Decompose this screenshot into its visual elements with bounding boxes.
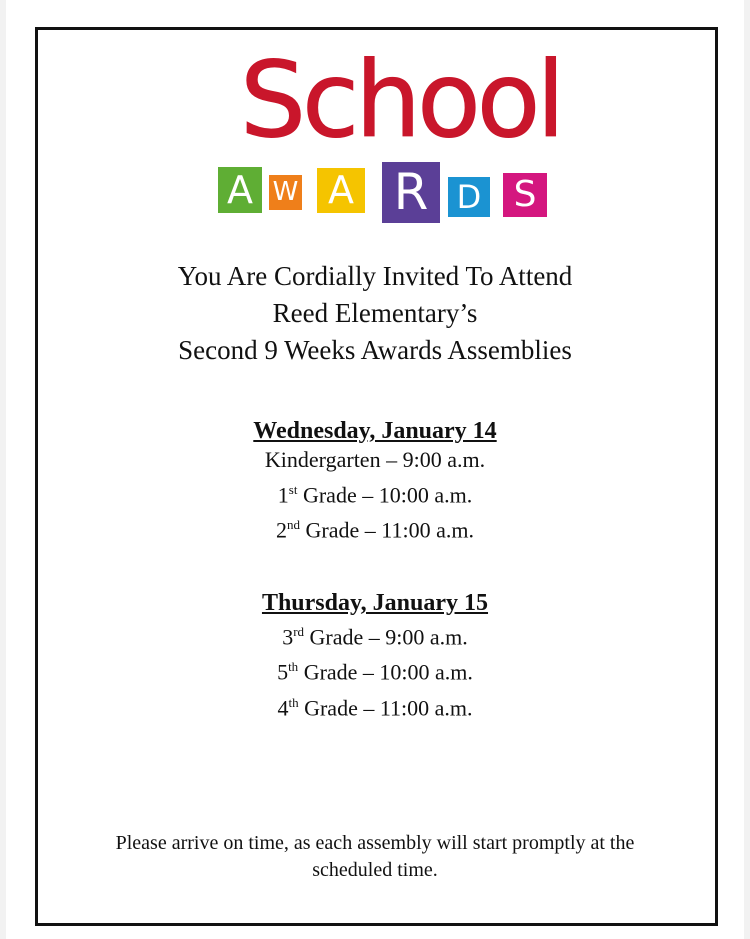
schedule-item: 5th Grade – 10:00 a.m. [277, 659, 473, 685]
logo-tile: R [382, 162, 440, 223]
schedule-item: 1st Grade – 10:00 a.m. [277, 482, 473, 508]
schedule-item: 2nd Grade – 11:00 a.m. [276, 517, 474, 543]
intro-line: Second 9 Weeks Awards Assemblies [178, 335, 572, 365]
schedule-item: Kindergarten – 9:00 a.m. [264, 447, 486, 472]
logo-tile: D [448, 177, 490, 217]
schedule-item: 3rd Grade – 9:00 a.m. [282, 624, 468, 650]
logo-tile: A [218, 167, 262, 213]
logo-tile: A [317, 168, 365, 213]
schedule-day-1 [0, 418, 750, 546]
logo-tile: W [269, 175, 302, 210]
arrival-note: Please arrive on time, as each assembly will start promptly at the scheduled time. [115, 832, 635, 881]
logo-school-word: School [240, 39, 562, 161]
logo-tile: S [503, 173, 547, 217]
day-heading: Thursday, January 15 [261, 590, 489, 616]
intro-line: You Are Cordially Invited To Attend [177, 261, 573, 291]
invitation-text [0, 258, 750, 369]
schedule-item: 4th Grade – 11:00 a.m. [277, 694, 473, 720]
schedule-day-2 [0, 590, 750, 723]
day-heading: Wednesday, January 14 [253, 418, 497, 444]
intro-line: Reed Elementary’s [272, 298, 478, 328]
